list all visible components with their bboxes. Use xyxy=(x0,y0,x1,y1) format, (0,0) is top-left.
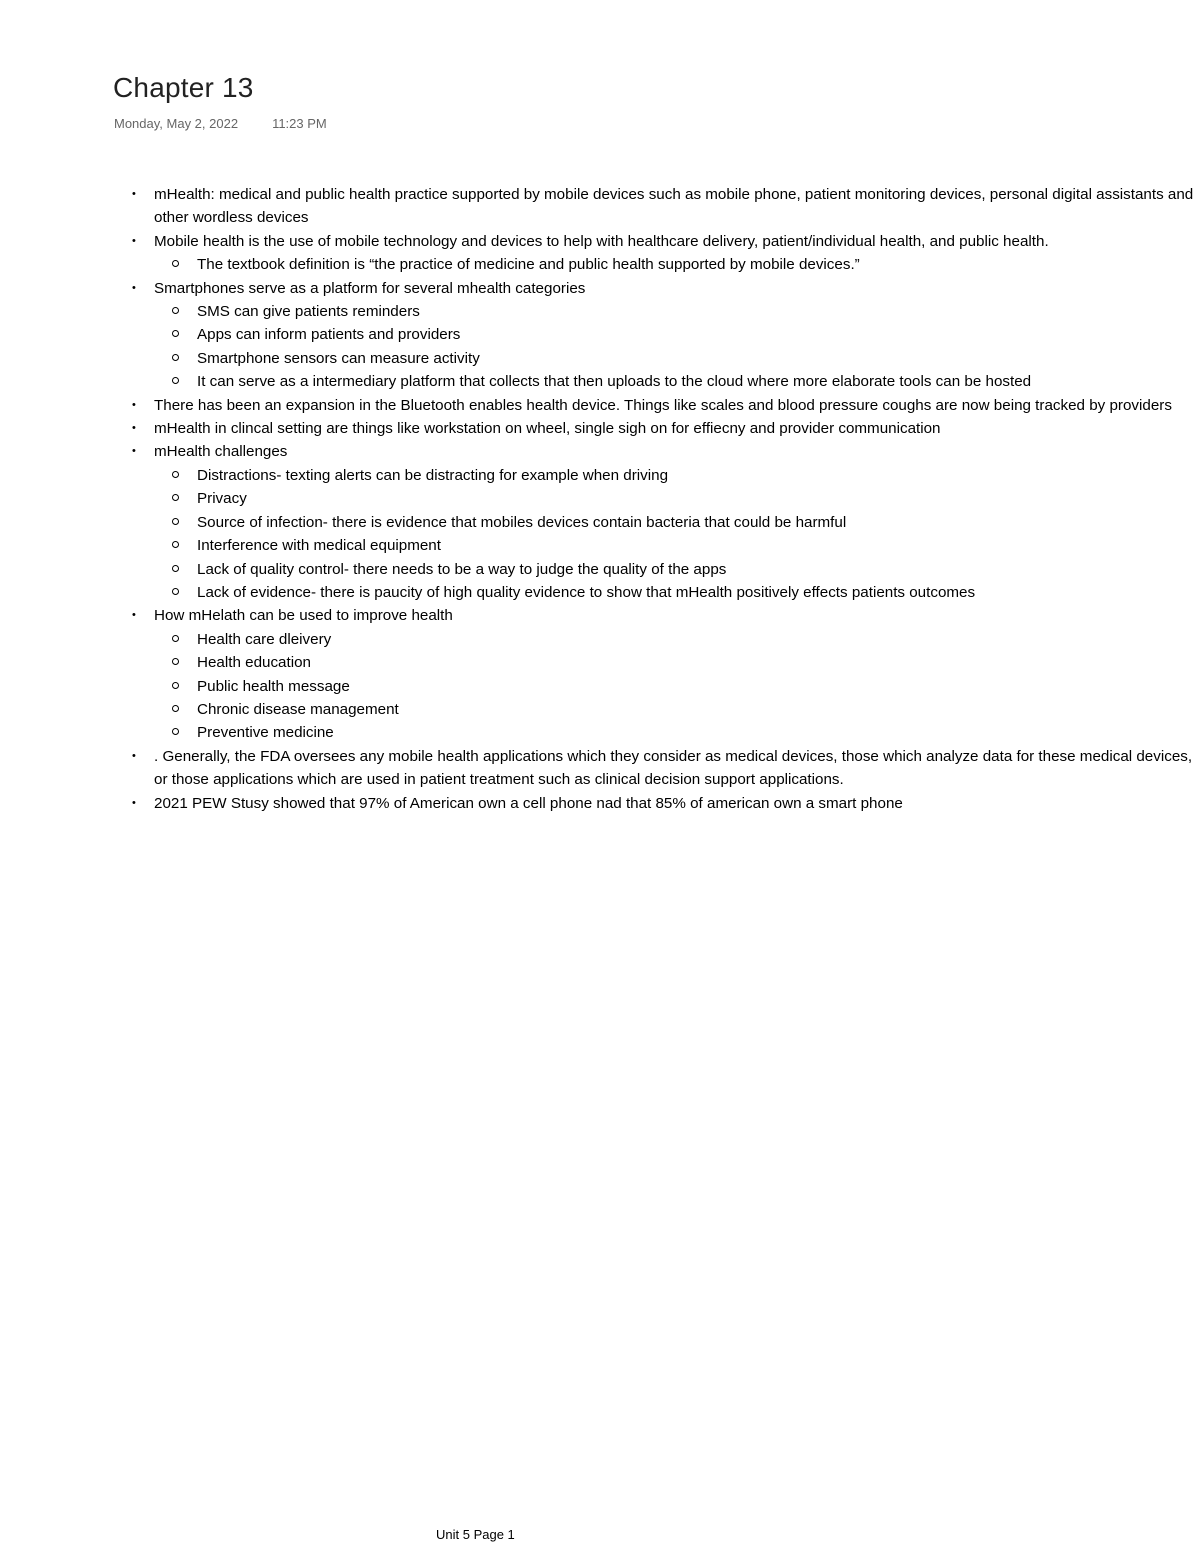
hollow-circle-bullet-icon xyxy=(172,471,179,478)
bullet-text: mHealth challenges xyxy=(154,443,288,461)
bullet-text: mHealth: medical and public health practice supported by mobile devices such as mobile phone, patient monitoring devices, personal digital assistants and other wordless devices xyxy=(154,186,1194,227)
sub-bullet-text: SMS can give patients reminders xyxy=(197,303,420,321)
hollow-circle-bullet-icon xyxy=(172,354,179,361)
sub-bullet-item xyxy=(130,534,1195,557)
hollow-circle-bullet-icon xyxy=(172,330,179,337)
bullet-dot-icon: • xyxy=(132,445,136,458)
sub-bullet-text: The textbook definition is “the practice of medicine and public health supported by mobile devices.” xyxy=(197,256,860,274)
bullet-dot-icon: • xyxy=(132,749,136,762)
sub-bullet-item xyxy=(130,253,1195,276)
sub-bullet-text: Public health message xyxy=(197,677,350,695)
sub-bullet-item xyxy=(130,323,1195,346)
hollow-circle-bullet-icon xyxy=(172,377,179,384)
hollow-circle-bullet-icon xyxy=(172,541,179,548)
sub-bullet-item xyxy=(130,347,1195,370)
hollow-circle-bullet-icon xyxy=(172,705,179,712)
sub-bullet-item xyxy=(130,628,1195,651)
bullet-item xyxy=(130,394,1195,417)
hollow-circle-bullet-icon xyxy=(172,307,179,314)
bullet-dot-icon: • xyxy=(132,422,136,435)
sub-bullet-item xyxy=(130,698,1195,721)
hollow-circle-bullet-icon xyxy=(172,260,179,267)
sub-bullet-item xyxy=(130,675,1195,698)
page-date: Monday, May 2, 2022 xyxy=(114,116,239,131)
bullet-dot-icon: • xyxy=(132,398,136,411)
notes-outline xyxy=(130,183,1195,815)
sub-bullet-item xyxy=(130,464,1195,487)
page-meta xyxy=(114,116,327,131)
bullet-dot-icon: • xyxy=(132,609,136,622)
bullet-text: There has been an expansion in the Bluetooth enables health device. Things like scales and blood pressure coughs are now being tracked by providers xyxy=(154,396,1172,414)
page-time: 11:23 PM xyxy=(272,116,327,131)
bullet-dot-icon: • xyxy=(132,796,136,809)
sub-bullet-text: It can serve as a intermediary platform that collects that then uploads to the cloud where more elaborate tools can be hosted xyxy=(197,373,1032,391)
sub-bullet-text: Source of infection- there is evidence that mobiles devices contain bacteria that could be harmful xyxy=(197,513,847,531)
bullet-item xyxy=(130,417,1195,440)
hollow-circle-bullet-icon xyxy=(172,565,179,572)
bullet-text: mHealth in clincal setting are things like workstation on wheel, single sigh on for effiecny and provider communication xyxy=(154,420,941,438)
bullet-dot-icon: • xyxy=(132,188,136,200)
sub-bullet-text: Privacy xyxy=(197,490,247,508)
sub-bullet-item xyxy=(130,558,1195,581)
bullet-text: How mHelath can be used to improve health xyxy=(154,607,453,625)
bullet-item xyxy=(130,183,1195,230)
sub-bullet-item xyxy=(130,581,1195,604)
sub-bullet-item xyxy=(130,721,1195,744)
sub-bullet-text: Chronic disease management xyxy=(197,700,399,718)
hollow-circle-bullet-icon xyxy=(172,728,179,735)
sub-bullet-text: Interference with medical equipment xyxy=(197,537,441,555)
bullet-item xyxy=(130,440,1195,463)
hollow-circle-bullet-icon xyxy=(172,635,179,642)
bullet-item xyxy=(130,277,1195,300)
sub-bullet-text: Lack of quality control- there needs to be a way to judge the quality of the apps xyxy=(197,560,727,578)
bullet-dot-icon: • xyxy=(132,234,136,247)
sub-bullet-item xyxy=(130,487,1195,510)
sub-bullet-text: Apps can inform patients and providers xyxy=(197,326,461,344)
sub-bullet-item xyxy=(130,370,1195,393)
sub-bullet-text: Distractions- texting alerts can be distracting for example when driving xyxy=(197,466,669,484)
bullet-text: Smartphones serve as a platform for several mhealth categories xyxy=(154,279,586,297)
hollow-circle-bullet-icon xyxy=(172,494,179,501)
bullet-text: . Generally, the FDA oversees any mobile health applications which they consider as medical devices, those which analyze data for these medical devices, or those applications which are used in patient treatment such as clinical decision support applications. xyxy=(154,747,1193,789)
sub-bullet-text: Preventive medicine xyxy=(197,724,334,742)
bullet-item xyxy=(130,230,1195,253)
hollow-circle-bullet-icon xyxy=(172,682,179,689)
bullet-text: 2021 PEW Stusy showed that 97% of American own a cell phone nad that 85% of american own a smart phone xyxy=(154,794,903,812)
page-footer: Unit 5 Page 1 xyxy=(436,1527,515,1542)
bullet-text: Mobile health is the use of mobile technology and devices to help with healthcare delivery, patient/individual health, and public health. xyxy=(154,232,1049,250)
sub-bullet-text: Smartphone sensors can measure activity xyxy=(197,349,480,367)
sub-bullet-text: Lack of evidence- there is paucity of high quality evidence to show that mHealth positively effects patients outcomes xyxy=(197,583,976,601)
hollow-circle-bullet-icon xyxy=(172,658,179,665)
bullet-dot-icon: • xyxy=(132,281,136,294)
sub-bullet-text: Health care dleivery xyxy=(197,630,332,648)
bullet-item xyxy=(130,792,1195,815)
bullet-item xyxy=(130,745,1195,792)
sub-bullet-item xyxy=(130,511,1195,534)
hollow-circle-bullet-icon xyxy=(172,518,179,525)
page-title: Chapter 13 xyxy=(113,72,254,103)
sub-bullet-text: Health education xyxy=(197,654,311,672)
bullet-item xyxy=(130,604,1195,627)
hollow-circle-bullet-icon xyxy=(172,588,179,595)
sub-bullet-item xyxy=(130,651,1195,674)
sub-bullet-item xyxy=(130,300,1195,323)
